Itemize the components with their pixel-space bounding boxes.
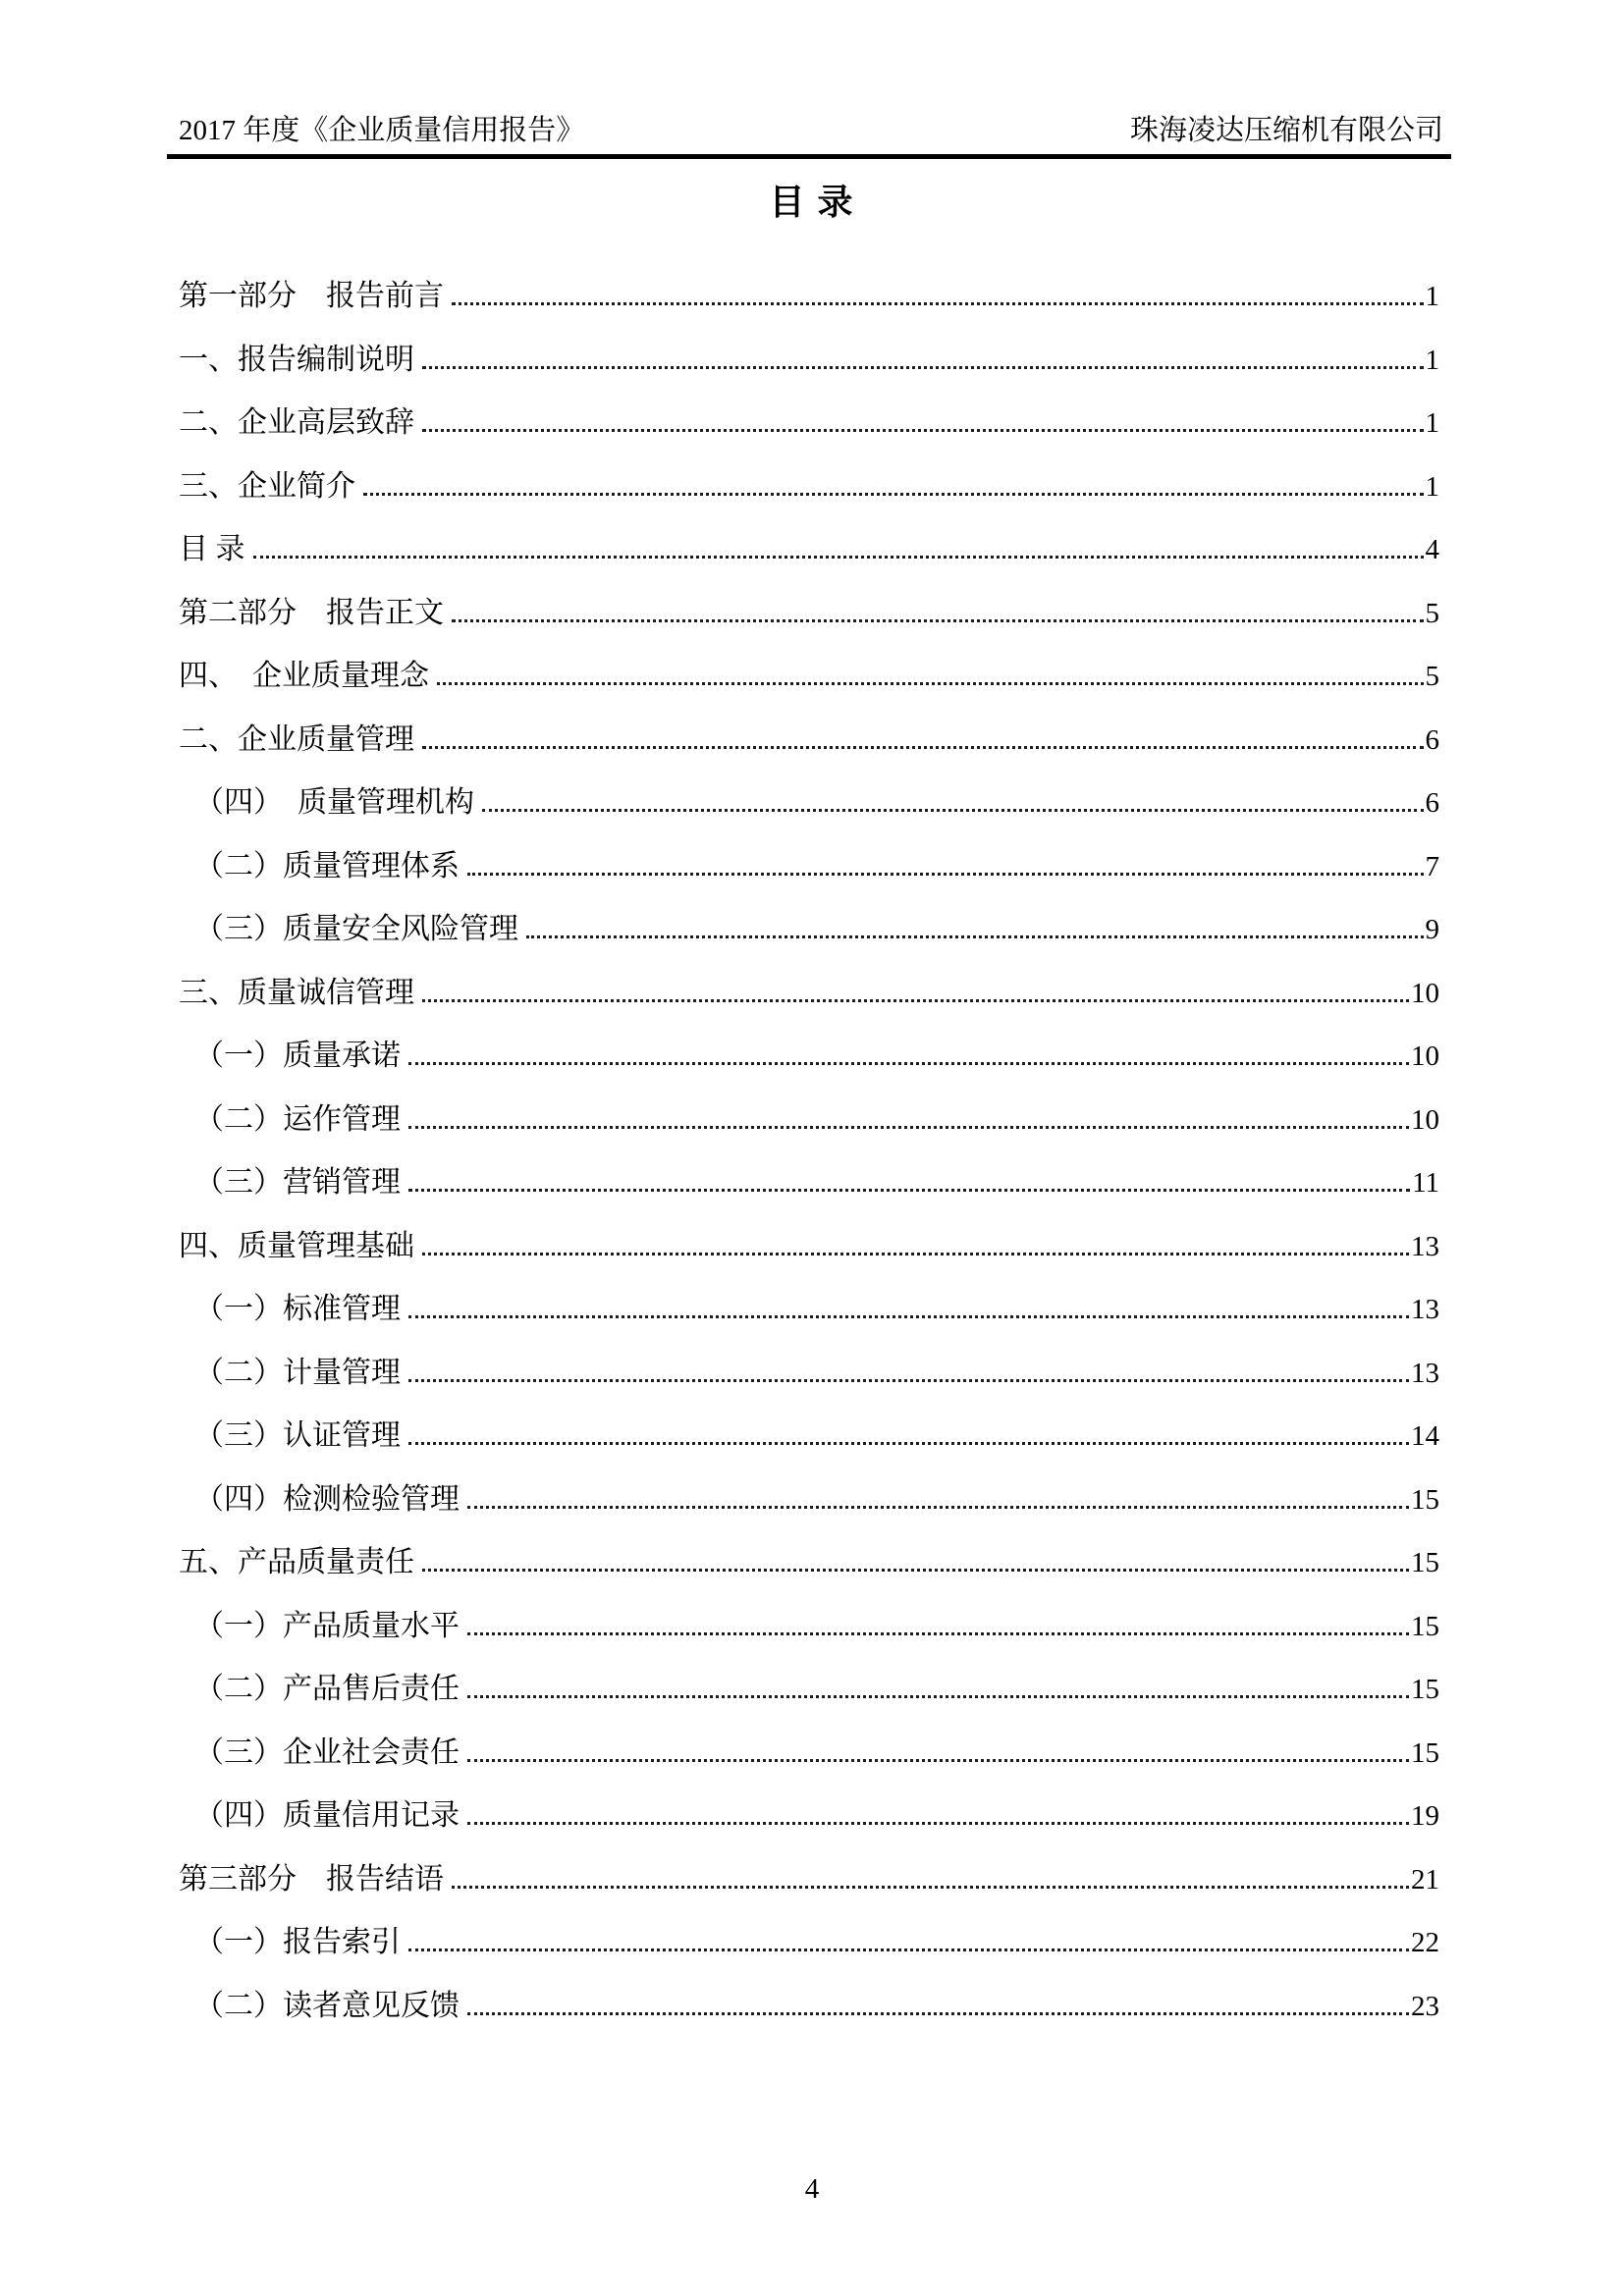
toc-entry-label: 一、报告编制说明 — [179, 343, 414, 376]
toc-entry-label: （三）营销管理 — [194, 1166, 401, 1199]
toc-entry-label: 三、企业简介 — [179, 469, 355, 503]
toc-entry-page: 6 — [1425, 787, 1439, 819]
toc-entry — [179, 976, 1439, 1040]
toc-leader-dots — [408, 1315, 1409, 1318]
toc-leader-dots — [408, 1442, 1409, 1445]
toc-leader-dots — [467, 2012, 1409, 2015]
toc-leader-dots — [422, 429, 1424, 432]
toc-entry-label: 第三部分 报告结语 — [179, 1862, 444, 1896]
toc-entry-label: （一）质量承诺 — [194, 1040, 401, 1072]
toc-leader-dots — [467, 1759, 1409, 1762]
toc-entry-page: 15 — [1411, 1610, 1439, 1642]
toc-leader-dots — [422, 999, 1409, 1002]
toc-entry — [179, 1925, 1439, 1989]
toc-leader-dots — [526, 935, 1424, 938]
toc-entry-page: 1 — [1425, 281, 1439, 312]
toc-entry — [179, 1989, 1439, 2053]
toc-entry — [179, 532, 1439, 596]
toc-entry-label: （一）标准管理 — [194, 1293, 401, 1325]
toc-entry-label: （四）检测检验管理 — [194, 1482, 460, 1516]
toc-entry-page: 10 — [1411, 977, 1439, 1009]
toc-entry-label: 目 录 — [179, 533, 245, 565]
toc-entry — [179, 1165, 1439, 1229]
toc-leader-dots — [408, 1126, 1409, 1129]
toc-entry-page: 1 — [1425, 344, 1439, 376]
toc-entry-label: （三）企业社会责任 — [194, 1735, 460, 1769]
toc-entry-page: 23 — [1411, 1990, 1439, 2022]
toc-title: 目 录 — [769, 183, 855, 222]
toc-entry-page: 10 — [1411, 1103, 1439, 1136]
toc-entry — [179, 1356, 1439, 1419]
toc-leader-dots — [408, 1062, 1409, 1065]
toc-entry-label: （二）质量管理体系 — [194, 849, 460, 882]
toc-entry-page: 13 — [1411, 1294, 1439, 1325]
page-header — [179, 116, 1443, 147]
toc-entry-label: 第二部分 报告正文 — [179, 596, 444, 629]
toc-entry-page: 1 — [1425, 470, 1439, 503]
toc-leader-dots — [452, 1886, 1409, 1889]
toc-entry-page: 5 — [1425, 661, 1439, 692]
toc-entry-page: 4 — [1425, 534, 1439, 565]
toc-entry-page: 13 — [1411, 1230, 1439, 1262]
toc-leader-dots — [467, 873, 1424, 876]
toc-entry-page: 10 — [1411, 1041, 1439, 1072]
toc-entry-page: 15 — [1411, 1736, 1439, 1769]
toc-leader-dots — [408, 1379, 1409, 1382]
toc-leader-dots — [253, 556, 1424, 559]
toc-entry-page: 9 — [1425, 914, 1439, 945]
toc-list — [179, 279, 1439, 2052]
toc-entry-label: （二）运作管理 — [194, 1102, 401, 1136]
toc-entry — [179, 1102, 1439, 1166]
toc-entry-page: 6 — [1425, 723, 1439, 756]
toc-entry-label: （四）质量信用记录 — [194, 1799, 460, 1832]
toc-entry — [179, 722, 1439, 786]
toc-entry — [179, 1798, 1439, 1862]
toc-entry — [179, 469, 1439, 533]
toc-entry-label: （二）计量管理 — [194, 1356, 401, 1389]
toc-leader-dots — [422, 366, 1424, 369]
toc-entry — [179, 912, 1439, 976]
toc-entry-label: 三、质量诚信管理 — [179, 976, 414, 1009]
toc-entry-page: 19 — [1411, 1800, 1439, 1832]
toc-entry-page: 13 — [1411, 1357, 1439, 1389]
toc-entry — [179, 1292, 1439, 1356]
toc-entry-label: 二、企业高层致辞 — [179, 406, 414, 439]
footer-page-number: 4 — [804, 2173, 820, 2205]
toc-leader-dots — [408, 1189, 1410, 1192]
toc-entry — [179, 1862, 1439, 1926]
toc-leader-dots — [422, 746, 1424, 749]
toc-leader-dots — [437, 682, 1424, 685]
toc-entry — [179, 405, 1439, 469]
toc-leader-dots — [452, 302, 1424, 305]
toc-entry-label: （三）认证管理 — [194, 1419, 401, 1452]
toc-entry — [179, 1735, 1439, 1799]
toc-entry-label: （二）产品售后责任 — [194, 1673, 460, 1705]
toc-entry-page: 15 — [1411, 1483, 1439, 1516]
toc-entry-page: 15 — [1411, 1674, 1439, 1705]
toc-entry — [179, 1545, 1439, 1609]
toc-entry-label: （三）质量安全风险管理 — [194, 913, 518, 945]
toc-entry-label: （二）读者意见反馈 — [194, 1989, 460, 2022]
toc-entry-page: 21 — [1411, 1863, 1439, 1896]
toc-entry-label: （一）产品质量水平 — [194, 1609, 460, 1642]
toc-entry — [179, 343, 1439, 406]
toc-entry-page: 1 — [1425, 407, 1439, 439]
toc-entry — [179, 659, 1439, 722]
toc-entry-page: 11 — [1412, 1167, 1439, 1199]
toc-leader-dots — [422, 1569, 1409, 1572]
toc-leader-dots — [363, 493, 1424, 496]
toc-entry-label: 五、产品质量责任 — [179, 1546, 414, 1578]
toc-entry-page: 7 — [1425, 850, 1439, 882]
toc-entry — [179, 1609, 1439, 1673]
toc-entry-label: （四） 质量管理机构 — [194, 786, 474, 819]
toc-leader-dots — [482, 809, 1424, 812]
toc-entry — [179, 279, 1439, 343]
toc-entry — [179, 596, 1439, 660]
toc-leader-dots — [467, 1695, 1409, 1698]
toc-entry-label: 第一部分 报告前言 — [179, 280, 444, 312]
toc-entry — [179, 1418, 1439, 1482]
header-divider-line — [167, 154, 1451, 159]
header-report-title: 2017 年度《企业质量信用报告》 — [179, 115, 585, 146]
toc-leader-dots — [467, 1506, 1409, 1509]
toc-entry — [179, 1672, 1439, 1735]
toc-leader-dots — [467, 1632, 1409, 1635]
toc-entry-label: （一）报告索引 — [194, 1926, 401, 1958]
toc-entry-label: 二、企业质量管理 — [179, 722, 414, 756]
toc-entry-page: 5 — [1425, 597, 1439, 629]
toc-entry — [179, 1039, 1439, 1102]
header-company-name: 珠海凌达压缩机有限公司 — [1129, 115, 1443, 146]
toc-entry-page: 15 — [1411, 1547, 1439, 1578]
toc-leader-dots — [422, 1253, 1409, 1255]
toc-leader-dots — [452, 619, 1424, 622]
toc-entry — [179, 849, 1439, 913]
toc-leader-dots — [408, 1949, 1409, 1951]
toc-entry-page: 22 — [1411, 1927, 1439, 1958]
toc-entry-label: 四、质量管理基础 — [179, 1229, 414, 1262]
toc-entry — [179, 1229, 1439, 1293]
toc-entry-label: 四、 企业质量理念 — [179, 660, 429, 692]
toc-entry-page: 14 — [1411, 1420, 1439, 1452]
toc-leader-dots — [467, 1822, 1409, 1825]
toc-entry — [179, 785, 1439, 849]
toc-entry — [179, 1482, 1439, 1546]
